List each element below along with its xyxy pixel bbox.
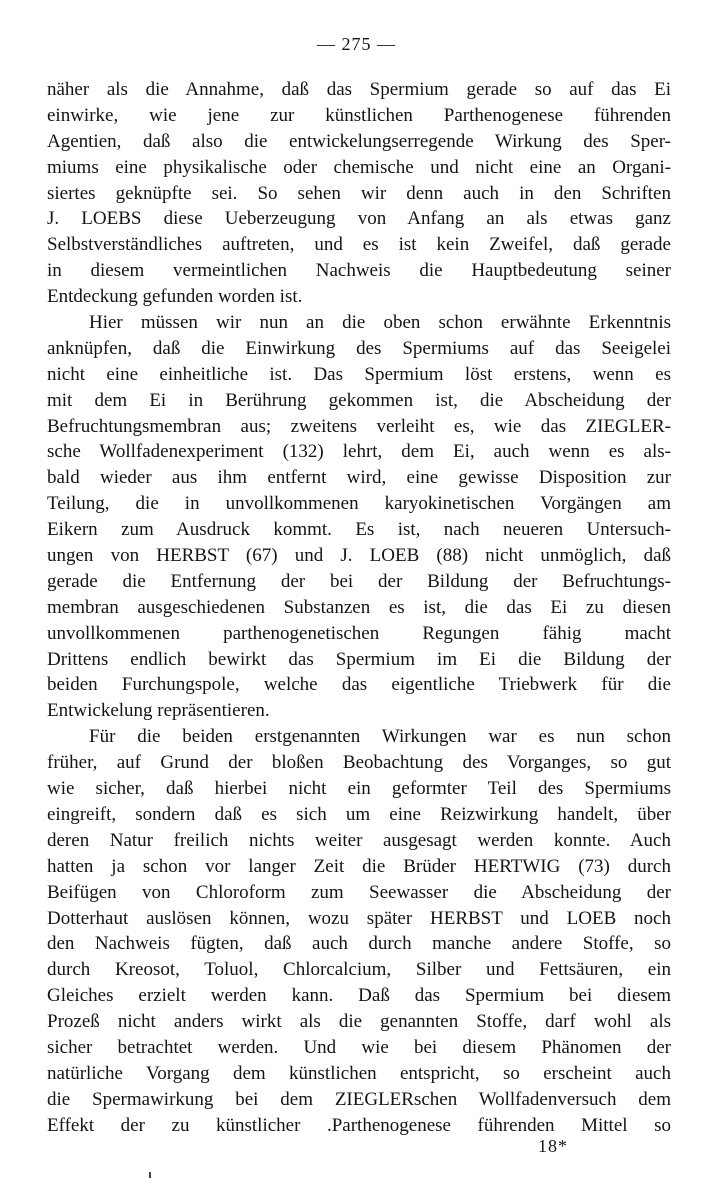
text-line: eingreift, sondern daß es sich um eine Reizwirkung handelt, über: [47, 803, 671, 825]
body-text: [47, 77, 671, 1139]
text-line: bald wieder aus ihm entfernt wird, eine gewisse Disposition zur: [47, 467, 671, 489]
paragraph: [47, 77, 671, 310]
text-line: nicht eine einheitliche ist. Das Spermium löst erstens, wenn es: [47, 363, 671, 385]
text-line: in diesem vermeintlichen Nachweis die Hauptbedeutung seiner: [47, 260, 671, 282]
text-line: Teilung, die in unvollkommenen karyokinetischen Vorgängen am: [47, 493, 671, 515]
text-line: sche Wollfadenexperiment (132) lehrt, dem Ei, auch wenn es als-: [47, 441, 671, 463]
text-line: natürliche Vorgang dem künstlichen entspricht, so erscheint auch: [47, 1062, 671, 1084]
text-line: anknüpfen, daß die Einwirkung des Spermiums auf das Seeigelei: [47, 337, 671, 359]
text-line: unvollkommenen parthenogenetischen Regungen fähig macht: [47, 622, 671, 644]
text-line: J. LOEBS diese Ueberzeugung von Anfang an als etwas ganz: [47, 208, 671, 230]
text-line: sicher betrachtet werden. Und wie bei diesem Phänomen der: [47, 1036, 671, 1058]
text-line: Dotterhaut auslösen können, wozu später HERBST und LOEB noch: [47, 907, 671, 929]
text-line: gerade die Entfernung der bei der Bildung der Befruchtungs-: [47, 570, 671, 592]
text-line: Für die beiden erstgenannten Wirkungen war es nun schon: [89, 726, 671, 748]
text-line: deren Natur freilich nichts weiter ausgesagt werden konnte. Auch: [47, 829, 671, 851]
text-line: Agentien, daß also die entwickelungserregende Wirkung des Sper-: [47, 130, 671, 152]
text-line: siertes geknüpfte sei. So sehen wir denn auch in den Schriften: [47, 182, 671, 204]
text-line: ungen von HERBST (67) und J. LOEB (88) nicht unmöglich, daß: [47, 545, 671, 567]
text-line: beiden Furchungspole, welche das eigentliche Triebwerk für die: [47, 674, 671, 696]
text-line: näher als die Annahme, daß das Spermium gerade so auf das Ei: [47, 79, 671, 100]
text-line: Befruchtungsmembran aus; zweitens verleiht es, wie das ZIEGLER-: [47, 415, 671, 437]
text-line: Entdeckung gefunden worden ist.: [47, 286, 303, 308]
text-line: Hier müssen wir nun an die oben schon erwähnte Erkenntnis: [89, 312, 671, 334]
text-line: Selbstverständliches auftreten, und es ist kein Zweifel, daß gerade: [47, 234, 671, 256]
text-line: Gleiches erzielt werden kann. Daß das Spermium bei diesem: [47, 985, 671, 1007]
text-line: hatten ja schon vor langer Zeit die Brüder HERTWIG (73) durch: [47, 855, 671, 877]
print-speck: [149, 1172, 151, 1178]
text-line: Effekt der zu künstlicher .Parthenogenese führenden Mittel so: [47, 1114, 671, 1136]
signature-mark: 18*: [538, 1136, 568, 1156]
page-number: — 275 —: [317, 34, 396, 54]
text-line: Eikern zum Ausdruck kommt. Es ist, nach neueren Untersuch-: [47, 519, 671, 541]
text-line: die Spermawirkung bei dem ZIEGLERschen Wollfadenversuch dem: [47, 1088, 671, 1110]
text-line: früher, auf Grund der bloßen Beobachtung des Vorganges, so gut: [47, 752, 671, 774]
text-line: einwirke, wie jene zur künstlichen Parthenogenese führenden: [47, 104, 671, 126]
text-line: Entwickelung repräsentieren.: [47, 700, 270, 722]
text-line: Beifügen von Chloroform zum Seewasser die Abscheidung der: [47, 881, 671, 903]
text-line: den Nachweis fügten, daß auch durch manche andere Stoffe, so: [47, 933, 671, 955]
paragraph: [47, 724, 671, 1138]
text-line: Prozeß nicht anders wirkt als die genannten Stoffe, darf wohl als: [47, 1011, 671, 1033]
text-line: Drittens endlich bewirkt das Spermium im Ei die Bildung der: [47, 648, 671, 670]
paragraph: [47, 310, 671, 724]
text-line: wie sicher, daß hierbei nicht ein geformter Teil des Spermiums: [47, 778, 671, 800]
text-line: mit dem Ei in Berührung gekommen ist, die Abscheidung der: [47, 389, 671, 411]
text-line: miums eine physikalische oder chemische und nicht eine an Organi-: [47, 156, 671, 178]
text-line: durch Kreosot, Toluol, Chlorcalcium, Silber und Fettsäuren, ein: [47, 959, 671, 981]
text-line: membran ausgeschiedenen Substanzen es ist, die das Ei zu diesen: [47, 596, 671, 618]
